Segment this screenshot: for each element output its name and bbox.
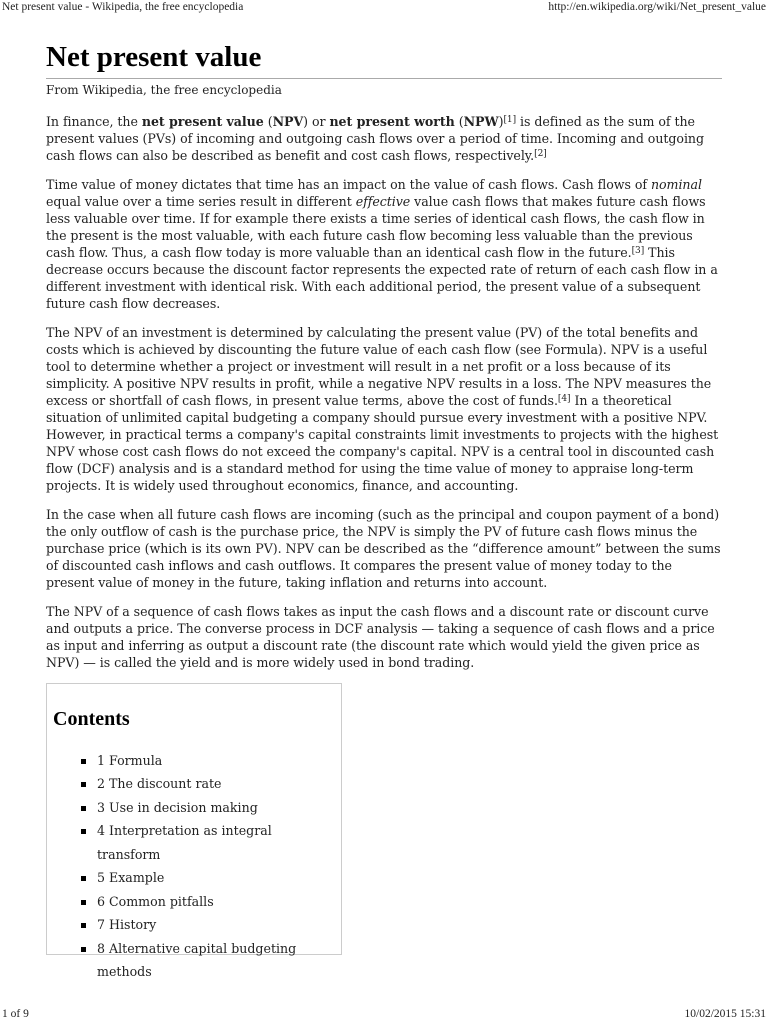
print-timestamp: 10/02/2015 15:31	[684, 1008, 766, 1020]
print-header-page-title: Net present value - Wikipedia, the free encyclopedia	[2, 1, 244, 13]
paragraph-intro: In finance, the net present value (NPV) or net present worth (NPW)[1] is defined as the sum of the present values (PVs) of incoming and outgoing cash flows over a period of time. Incoming and outgoing cash flows can also be described as benefit and cost cash flows, respectively.[2]	[46, 113, 705, 163]
toc-item-history[interactable]: 7 History	[81, 913, 335, 937]
toc-list	[53, 749, 335, 984]
toc-item-discount-rate[interactable]: 2 The discount rate	[81, 772, 335, 796]
paragraph-time-value: Time value of money dictates that time has an impact on the value of cash flows. Cash flows of nominal equal value over a time series result in different effective value cash flows that makes future cash flows less valuable over time. If for example there exists a time series of identical cash flows, the cash flow in the present is the most valuable, with each future cash flow becoming less valuable than the previous cash flow. Thus, a cash flow today is more valuable than an identical cash flow in the future.[3] This decrease occurs because the discount factor represents the expected rate of return of each cash flow in a different investment with identical risk. With each additional period, the present value of a subsequent future cash flow decreases.	[46, 176, 718, 311]
print-header-url: http://en.wikipedia.org/wiki/Net_present_value	[548, 1, 766, 13]
print-footer	[0, 1006, 768, 1024]
toc-item-common-pitfalls[interactable]: 6 Common pitfalls	[81, 890, 335, 914]
paragraph-yield: The NPV of a sequence of cash flows takes as input the cash flows and a discount rate or discount curve and outputs a price. The converse process in DCF analysis — taking a sequence of cash flows and a price as input and inferring as output a discount rate (the discount rate which would yield the given price as NPV) — is called the yield and is more widely used in bond trading.	[46, 603, 715, 670]
article-content	[46, 40, 722, 980]
toc-item-alternative-methods[interactable]: 8 Alternative capital budgeting methods	[81, 937, 335, 984]
reference-link-4[interactable]: [4]	[557, 393, 571, 404]
reference-link-2[interactable]: [2]	[534, 148, 547, 159]
paragraph-incoming-cash-flows: In the case when all future cash flows are incoming (such as the principal and coupon payment of a bond) the only outflow of cash is the purchase price, the NPV is simply the PV of future cash flows minus the purchase price (which is its own PV). NPV can be described as the “difference amount” between the sums of discounted cash inflows and cash outflows. It compares the present value of money today to the present value of money in the future, taking inflation and returns into account.	[46, 506, 721, 590]
reference-link-1[interactable]: [1]	[503, 114, 517, 125]
page-subtitle: From Wikipedia, the free encyclopedia	[46, 82, 282, 97]
table-of-contents	[46, 683, 342, 980]
toc-item-example[interactable]: 5 Example	[81, 866, 335, 890]
toc-item-formula[interactable]: 1 Formula	[81, 749, 335, 773]
paragraph-npv-determination: The NPV of an investment is determined by calculating the present value (PV) of the total benefits and costs which is achieved by discounting the future value of each cash flow (see Formula). NPV is a useful tool to determine whether a project or investment will result in a net profit or a loss because of its simplicity. A positive NPV results in profit, while a negative NPV results in a loss. The NPV measures the excess or shortfall of cash flows, in present value terms, above the cost of funds.[4] In a theoretical situation of unlimited capital budgeting a company should pursue every investment with a positive NPV. However, in practical terms a company's capital constraints limit investments to projects with the highest NPV whose cost cash flows do not exceed the company's capital. NPV is a central tool in discounted cash flow (DCF) analysis and is a standard method for using the time value of money to appraise long-term projects. It is widely used throughout economics, finance, and accounting.	[46, 324, 719, 493]
toc-title: Contents	[53, 707, 130, 730]
toc-item-integral-transform[interactable]: 4 Interpretation as integral transform	[81, 819, 335, 866]
reference-link-3[interactable]: [3]	[631, 245, 645, 256]
page-count: 1 of 9	[2, 1008, 29, 1020]
print-header	[0, 0, 768, 16]
toc-item-decision-making[interactable]: 3 Use in decision making	[81, 796, 335, 820]
page-title: Net present value	[46, 40, 722, 79]
